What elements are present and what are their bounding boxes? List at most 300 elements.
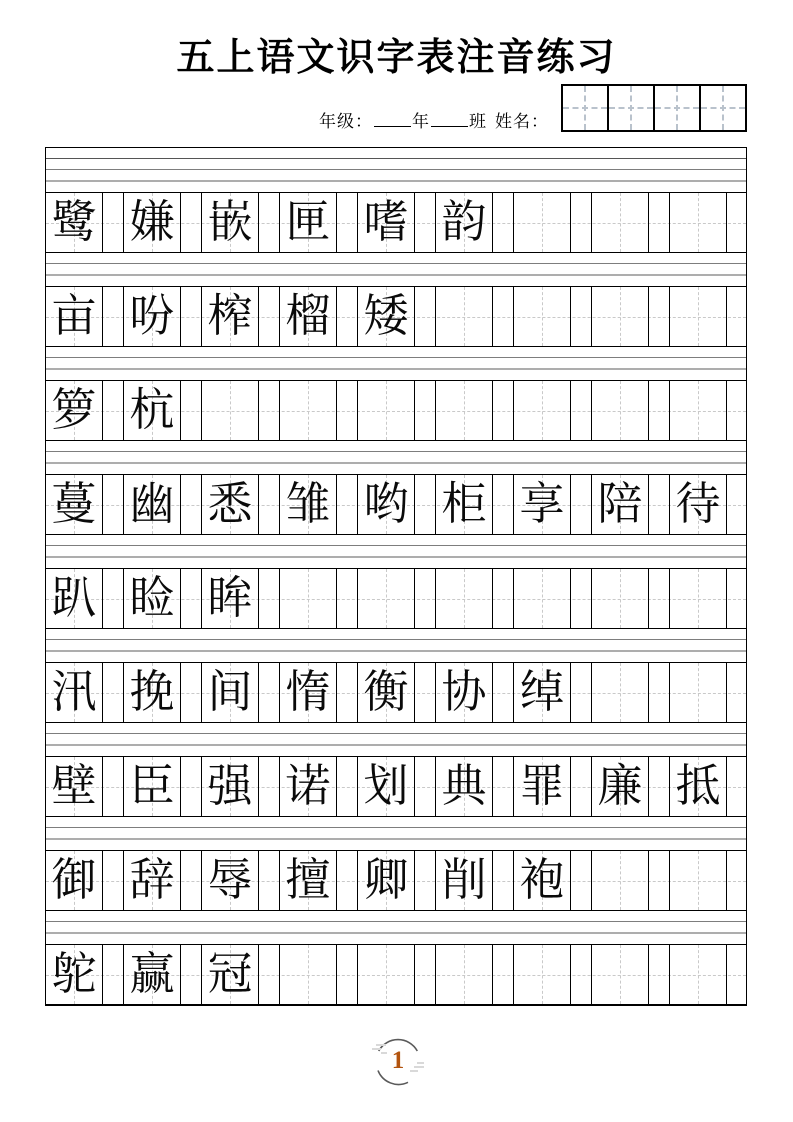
spacer-cell	[181, 569, 202, 628]
char-cell	[280, 475, 337, 534]
practice-table	[45, 147, 747, 1006]
practice-character: 赢	[129, 949, 175, 999]
char-cell	[124, 851, 181, 910]
pinyin-lines	[46, 535, 746, 568]
practice-character: 汛	[51, 667, 97, 717]
char-cell	[514, 569, 571, 628]
practice-character	[358, 945, 414, 1004]
spacer-cell	[259, 757, 280, 816]
name-box	[701, 86, 745, 130]
practice-character: 蔓	[51, 479, 97, 529]
practice-character: 待	[675, 479, 721, 529]
char-cell	[670, 287, 727, 346]
char-cell	[202, 287, 259, 346]
char-cell	[592, 663, 649, 722]
practice-character	[670, 569, 726, 628]
practice-character	[670, 663, 726, 722]
char-cell	[358, 193, 415, 252]
char-cell	[514, 381, 571, 440]
practice-character	[670, 945, 726, 1004]
char-cell	[280, 851, 337, 910]
char-cell	[436, 287, 493, 346]
spacer-cell	[337, 381, 358, 440]
practice-character: 鹭	[51, 197, 97, 247]
practice-character: 韵	[441, 197, 487, 247]
char-cell	[670, 381, 727, 440]
char-cell	[670, 757, 727, 816]
pinyin-line-upper	[46, 639, 746, 640]
pinyin-line-lower	[46, 744, 746, 746]
practice-character: 杭	[129, 385, 175, 435]
spacer-cell	[181, 287, 202, 346]
spacer-cell	[415, 757, 436, 816]
char-cell	[514, 193, 571, 252]
char-cell	[46, 287, 103, 346]
char-cell	[670, 851, 727, 910]
name-box-horizontal-guide	[701, 107, 745, 109]
character-row	[46, 192, 746, 253]
spacer-cell	[649, 193, 670, 252]
char-cell	[358, 287, 415, 346]
pinyin-line-upper	[46, 357, 746, 358]
pinyin-line-lower	[46, 838, 746, 840]
practice-character: 柜	[441, 479, 487, 529]
char-cell	[670, 475, 727, 534]
character-row	[46, 568, 746, 629]
practice-character	[436, 569, 492, 628]
pinyin-lines	[46, 253, 746, 286]
pinyin-line-upper	[46, 921, 746, 922]
spacer-cell	[103, 287, 124, 346]
practice-character: 嗜	[363, 197, 409, 247]
spacer-cell	[727, 851, 746, 910]
spacer-cell	[181, 663, 202, 722]
character-row	[46, 286, 746, 347]
practice-character: 削	[441, 855, 487, 905]
student-info-line	[319, 107, 549, 132]
practice-character: 辞	[129, 855, 175, 905]
char-cell	[124, 945, 181, 1004]
char-cell	[46, 475, 103, 534]
practice-character: 衡	[363, 667, 409, 717]
practice-character: 辱	[207, 855, 253, 905]
practice-character	[592, 663, 648, 722]
pinyin-line-lower	[46, 180, 746, 182]
class-blank	[431, 113, 468, 127]
char-cell	[358, 475, 415, 534]
char-cell	[670, 569, 727, 628]
char-cell	[202, 475, 259, 534]
spacer-cell	[727, 381, 746, 440]
practice-character	[670, 381, 726, 440]
char-cell	[280, 287, 337, 346]
practice-character: 绰	[519, 667, 565, 717]
practice-character: 匣	[285, 197, 331, 247]
pinyin-line-upper	[46, 169, 746, 170]
practice-character: 嫌	[129, 197, 175, 247]
pinyin-line-lower	[46, 274, 746, 276]
spacer-cell	[415, 193, 436, 252]
practice-character: 亩	[51, 291, 97, 341]
spacer-cell	[337, 663, 358, 722]
practice-character	[514, 569, 570, 628]
practice-character: 哟	[363, 479, 409, 529]
name-grid	[561, 84, 747, 132]
spacer-cell	[415, 851, 436, 910]
char-cell	[592, 287, 649, 346]
spacer-cell	[415, 945, 436, 1004]
spacer-cell	[181, 193, 202, 252]
char-cell	[202, 663, 259, 722]
char-cell	[124, 757, 181, 816]
char-cell	[124, 569, 181, 628]
spacer-cell	[649, 851, 670, 910]
pinyin-lines	[46, 347, 746, 380]
char-cell	[124, 193, 181, 252]
spacer-cell	[649, 569, 670, 628]
spacer-cell	[571, 945, 592, 1004]
practice-character: 眸	[207, 573, 253, 623]
spacer-cell	[103, 193, 124, 252]
char-cell	[358, 851, 415, 910]
name-box	[609, 86, 655, 130]
pinyin-lines	[46, 629, 746, 662]
char-cell	[436, 193, 493, 252]
practice-character: 擅	[285, 855, 331, 905]
practice-character	[592, 569, 648, 628]
character-row	[46, 850, 746, 911]
grade-label: 年级：	[319, 112, 373, 131]
spacer-cell	[103, 757, 124, 816]
spacer-cell	[727, 193, 746, 252]
practice-character: 悉	[207, 479, 253, 529]
spacer-cell	[493, 381, 514, 440]
name-box	[563, 86, 609, 130]
spacer-cell	[415, 287, 436, 346]
page-number: 1	[391, 1047, 405, 1074]
char-cell	[514, 851, 571, 910]
spacer-cell	[103, 381, 124, 440]
spacer-cell	[337, 851, 358, 910]
char-cell	[592, 193, 649, 252]
practice-character: 箩	[51, 385, 97, 435]
spacer-cell	[337, 193, 358, 252]
char-cell	[280, 569, 337, 628]
spacer-cell	[181, 851, 202, 910]
char-cell	[436, 475, 493, 534]
char-cell	[436, 851, 493, 910]
char-cell	[358, 381, 415, 440]
pinyin-line-upper	[46, 451, 746, 452]
character-row	[46, 380, 746, 441]
pinyin-lines	[46, 723, 746, 756]
pinyin-lines	[46, 911, 746, 944]
practice-character: 冠	[207, 949, 253, 999]
spacer-cell	[493, 287, 514, 346]
practice-character: 壁	[51, 761, 97, 811]
spacer-cell	[181, 381, 202, 440]
spacer-cell	[571, 287, 592, 346]
char-cell	[280, 945, 337, 1004]
char-cell	[514, 287, 571, 346]
spacer-cell	[571, 663, 592, 722]
practice-character	[592, 287, 648, 346]
char-cell	[358, 945, 415, 1004]
name-box-horizontal-guide	[609, 107, 653, 109]
practice-character: 嵌	[207, 197, 253, 247]
char-cell	[202, 945, 259, 1004]
char-cell	[46, 381, 103, 440]
char-cell	[202, 569, 259, 628]
practice-character: 吩	[129, 291, 175, 341]
pinyin-line-lower	[46, 462, 746, 464]
practice-character: 诺	[285, 761, 331, 811]
spacer-cell	[181, 475, 202, 534]
pinyin-line-upper	[46, 545, 746, 546]
char-cell	[124, 663, 181, 722]
spacer-cell	[103, 851, 124, 910]
char-cell	[670, 193, 727, 252]
pinyin-line-lower	[46, 368, 746, 370]
spacer-cell	[259, 193, 280, 252]
character-row	[46, 474, 746, 535]
practice-character: 睑	[129, 573, 175, 623]
name-box-horizontal-guide	[563, 107, 607, 109]
char-cell	[358, 569, 415, 628]
spacer-cell	[337, 287, 358, 346]
char-cell	[592, 381, 649, 440]
char-cell	[280, 193, 337, 252]
spacer-cell	[493, 945, 514, 1004]
char-cell	[592, 945, 649, 1004]
practice-character: 廉	[597, 761, 643, 811]
spacer-cell	[259, 475, 280, 534]
spacer-cell	[103, 945, 124, 1004]
spacer-cell	[571, 193, 592, 252]
practice-character: 矮	[363, 291, 409, 341]
spacer-cell	[649, 945, 670, 1004]
practice-character: 陪	[597, 479, 643, 529]
spacer-cell	[649, 287, 670, 346]
char-cell	[436, 757, 493, 816]
spacer-cell	[337, 569, 358, 628]
grade-blank	[374, 113, 411, 127]
spacer-cell	[415, 663, 436, 722]
practice-character: 典	[441, 761, 487, 811]
char-cell	[202, 381, 259, 440]
char-cell	[124, 381, 181, 440]
practice-character	[358, 381, 414, 440]
spacer-cell	[415, 381, 436, 440]
char-cell	[46, 663, 103, 722]
practice-character: 协	[441, 667, 487, 717]
spacer-cell	[337, 475, 358, 534]
char-cell	[592, 475, 649, 534]
practice-character: 袍	[519, 855, 565, 905]
practice-character	[670, 287, 726, 346]
practice-character	[436, 381, 492, 440]
spacer-cell	[493, 851, 514, 910]
spacer-cell	[571, 475, 592, 534]
spacer-cell	[727, 475, 746, 534]
spacer-cell	[259, 287, 280, 346]
practice-character: 惰	[285, 667, 331, 717]
practice-character	[436, 945, 492, 1004]
spacer-cell	[259, 381, 280, 440]
pinyin-lines	[46, 441, 746, 474]
practice-character	[592, 945, 648, 1004]
spacer-cell	[493, 475, 514, 534]
character-row	[46, 944, 746, 1005]
spacer-cell	[649, 757, 670, 816]
spacer-cell	[181, 945, 202, 1004]
char-cell	[358, 663, 415, 722]
name-box-horizontal-guide	[655, 107, 699, 109]
practice-character: 臣	[129, 761, 175, 811]
practice-character: 间	[207, 667, 253, 717]
spacer-cell	[181, 757, 202, 816]
practice-character: 卿	[363, 855, 409, 905]
spacer-cell	[103, 663, 124, 722]
character-row	[46, 662, 746, 723]
char-cell	[514, 663, 571, 722]
spacer-cell	[259, 663, 280, 722]
spacer-cell	[337, 945, 358, 1004]
spacer-cell	[727, 757, 746, 816]
practice-character	[514, 287, 570, 346]
practice-character: 趴	[51, 573, 97, 623]
char-cell	[592, 569, 649, 628]
practice-character: 享	[519, 479, 565, 529]
char-cell	[670, 663, 727, 722]
spacer-cell	[571, 381, 592, 440]
spacer-cell	[571, 851, 592, 910]
spacer-cell	[493, 569, 514, 628]
spacer-cell	[493, 757, 514, 816]
spacer-cell	[571, 757, 592, 816]
pinyin-line-lower	[46, 650, 746, 652]
page-title: 五上语文识字表注音练习	[176, 37, 617, 79]
char-cell	[436, 569, 493, 628]
practice-character	[436, 287, 492, 346]
practice-character	[280, 569, 336, 628]
practice-character: 鸵	[51, 949, 97, 999]
practice-character	[280, 381, 336, 440]
spacer-cell	[649, 475, 670, 534]
char-cell	[46, 193, 103, 252]
char-cell	[514, 945, 571, 1004]
char-cell	[514, 475, 571, 534]
spacer-cell	[259, 569, 280, 628]
spacer-cell	[103, 569, 124, 628]
practice-character: 御	[51, 855, 97, 905]
char-cell	[436, 945, 493, 1004]
pinyin-lines	[46, 817, 746, 850]
practice-character: 挽	[129, 667, 175, 717]
practice-character: 榨	[207, 291, 253, 341]
char-cell	[46, 945, 103, 1004]
practice-character	[592, 193, 648, 252]
spacer-cell	[649, 381, 670, 440]
char-cell	[124, 287, 181, 346]
table-top-gap	[46, 148, 746, 158]
char-cell	[670, 945, 727, 1004]
char-cell	[514, 757, 571, 816]
practice-character	[358, 569, 414, 628]
spacer-cell	[727, 663, 746, 722]
char-cell	[202, 851, 259, 910]
pinyin-line-lower	[46, 932, 746, 934]
practice-character: 强	[207, 761, 253, 811]
character-row	[46, 756, 746, 817]
spacer-cell	[493, 193, 514, 252]
practice-character	[514, 945, 570, 1004]
spacer-cell	[571, 569, 592, 628]
spacer-cell	[337, 757, 358, 816]
pinyin-line-lower	[46, 556, 746, 558]
spacer-cell	[415, 475, 436, 534]
practice-character: 划	[363, 761, 409, 811]
practice-character	[280, 945, 336, 1004]
char-cell	[592, 851, 649, 910]
practice-character	[670, 851, 726, 910]
char-cell	[592, 757, 649, 816]
page-footer	[370, 1036, 426, 1092]
practice-character: 抵	[675, 761, 721, 811]
practice-character	[514, 381, 570, 440]
spacer-cell	[649, 663, 670, 722]
pinyin-line-upper	[46, 827, 746, 828]
practice-character: 幽	[129, 479, 175, 529]
char-cell	[46, 851, 103, 910]
practice-character	[592, 851, 648, 910]
practice-character: 罪	[519, 761, 565, 811]
name-label: 姓名：	[495, 112, 549, 131]
char-cell	[280, 757, 337, 816]
spacer-cell	[259, 851, 280, 910]
spacer-cell	[415, 569, 436, 628]
class-suffix: 班	[469, 112, 487, 131]
char-cell	[46, 569, 103, 628]
char-cell	[436, 381, 493, 440]
spacer-cell	[493, 663, 514, 722]
char-cell	[202, 193, 259, 252]
practice-character	[670, 193, 726, 252]
practice-character	[514, 193, 570, 252]
spacer-cell	[727, 569, 746, 628]
practice-character: 雏	[285, 479, 331, 529]
spacer-cell	[727, 945, 746, 1004]
spacer-cell	[727, 287, 746, 346]
practice-character	[592, 381, 648, 440]
spacer-cell	[103, 475, 124, 534]
char-cell	[280, 663, 337, 722]
year-suffix: 年	[412, 112, 430, 131]
pinyin-lines	[46, 158, 746, 192]
pinyin-line-upper	[46, 733, 746, 734]
pinyin-line-upper	[46, 263, 746, 264]
char-cell	[280, 381, 337, 440]
char-cell	[436, 663, 493, 722]
name-box	[655, 86, 701, 130]
practice-character	[202, 381, 258, 440]
char-cell	[46, 757, 103, 816]
spacer-cell	[259, 945, 280, 1004]
practice-character: 榴	[285, 291, 331, 341]
char-cell	[124, 475, 181, 534]
char-cell	[202, 757, 259, 816]
char-cell	[358, 757, 415, 816]
